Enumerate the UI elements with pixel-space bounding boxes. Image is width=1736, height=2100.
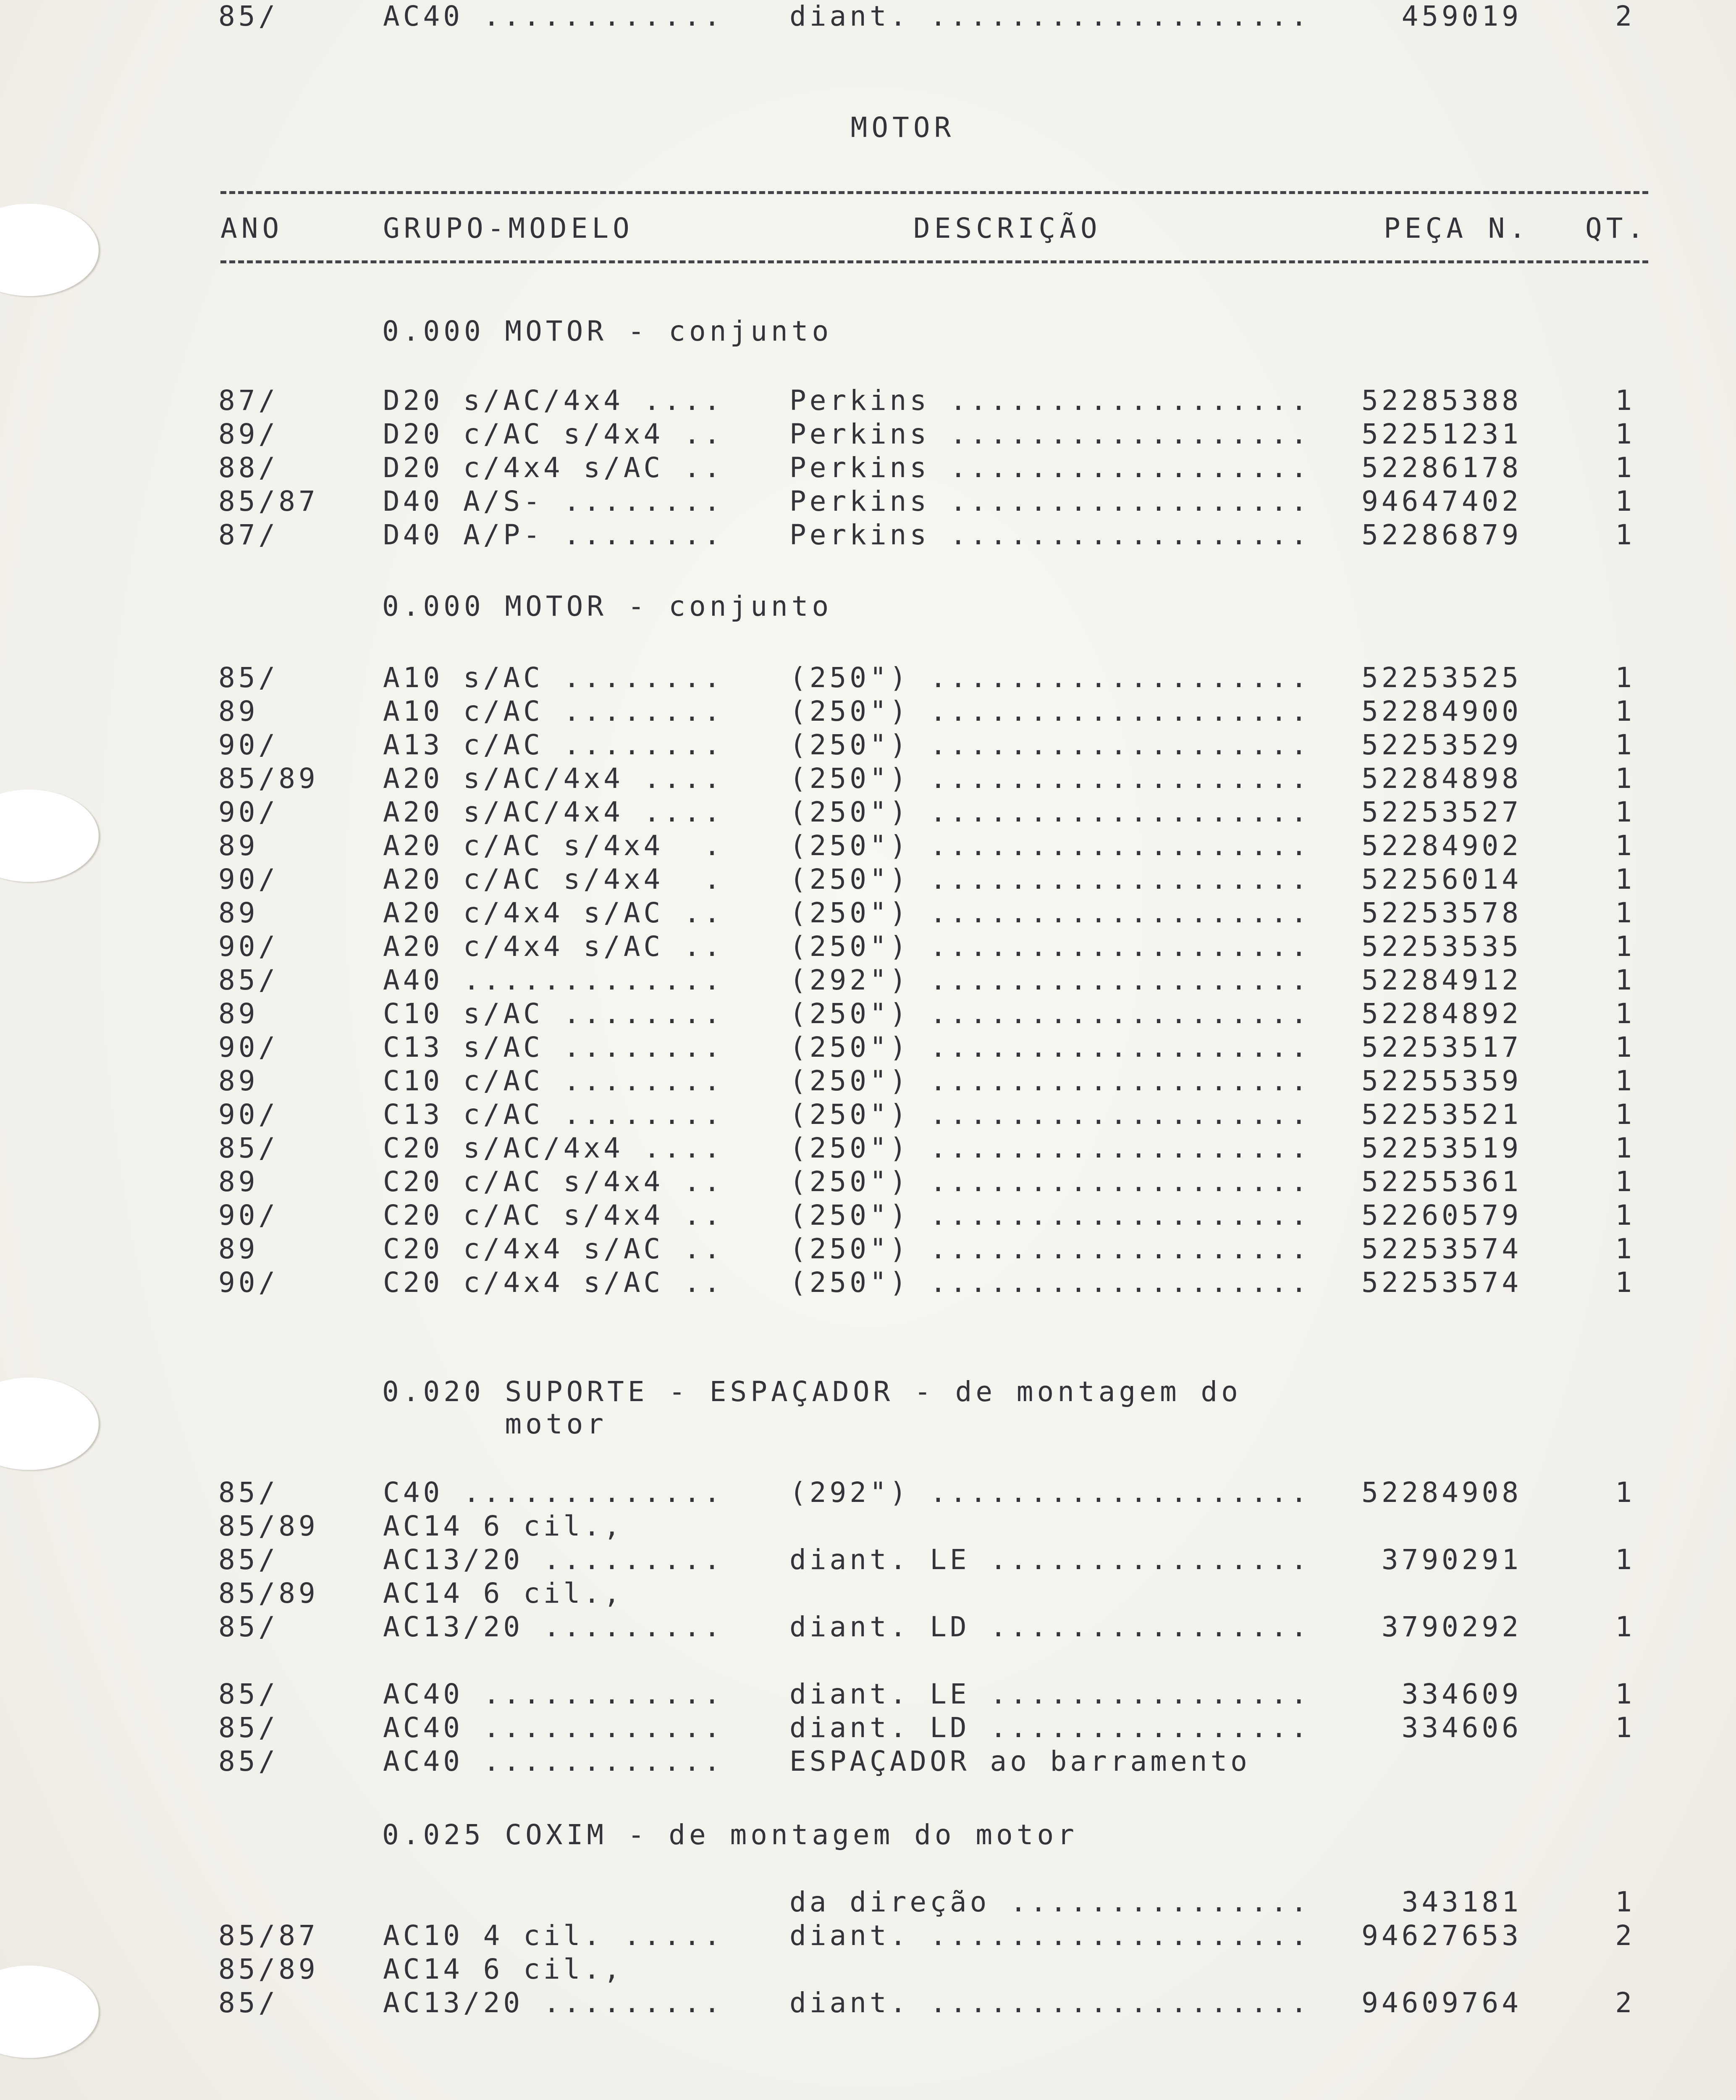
- row-ano: 90/: [218, 863, 279, 895]
- table-row: [0, 863, 1736, 897]
- row-ano: 85/87: [218, 1919, 319, 1952]
- row-descricao: (250") ...................: [789, 930, 1311, 963]
- table-row: [0, 1919, 1736, 1953]
- row-grupo-modelo: AC40 ............: [383, 1678, 724, 1710]
- row-peca: 52256014: [1361, 863, 1522, 895]
- row-peca: 52253535: [1361, 930, 1522, 963]
- row-descricao: (250") ...................: [789, 762, 1311, 795]
- table-row: [0, 998, 1736, 1031]
- table-row: [0, 1987, 1736, 2020]
- row-peca: 52255359: [1361, 1065, 1522, 1097]
- table-row: [0, 1065, 1736, 1098]
- row-grupo-modelo: AC13/20 .........: [383, 1544, 724, 1576]
- table-row: [0, 1745, 1736, 1779]
- binder-hole: [0, 204, 99, 296]
- row-peca: 94647402: [1361, 485, 1522, 517]
- row-qt: 1: [1615, 485, 1635, 517]
- row-ano: 85/87: [218, 485, 319, 517]
- row-qt: 2: [1615, 1987, 1635, 2019]
- row-peca: 52285388: [1361, 384, 1522, 417]
- row-descricao: Perkins ..................: [789, 485, 1311, 517]
- row-descricao: Perkins ..................: [789, 519, 1311, 551]
- table-row: [0, 1886, 1736, 1919]
- row-peca: 52253521: [1361, 1098, 1522, 1131]
- row-descricao: (250") ...................: [789, 897, 1311, 929]
- row-ano: 85/: [218, 1132, 279, 1164]
- row-grupo-modelo: C20 s/AC/4x4 ....: [383, 1132, 724, 1164]
- row-ano: 90/: [218, 1199, 279, 1231]
- row-qt: 1: [1615, 1233, 1635, 1265]
- row-ano: 85/89: [218, 1953, 319, 1985]
- row-qt: 1: [1615, 1544, 1635, 1576]
- row-qt: 1: [1615, 1886, 1635, 1918]
- row-grupo-modelo: D20 s/AC/4x4 ....: [383, 384, 724, 417]
- row-qt: 1: [1615, 1166, 1635, 1198]
- row-grupo-modelo: C20 c/AC s/4x4 ..: [383, 1199, 724, 1231]
- row-ano: 89: [218, 998, 259, 1030]
- row-ano: 89/: [218, 418, 279, 450]
- row-qt: 1: [1615, 1266, 1635, 1299]
- header-rule-top: [220, 191, 1648, 194]
- row-grupo-modelo: AC10 4 cil. .....: [383, 1919, 724, 1952]
- row-ano: 85/: [218, 1544, 279, 1576]
- row-ano: 85/: [218, 1476, 279, 1509]
- row-peca: 52284902: [1361, 830, 1522, 862]
- row-grupo-modelo: AC13/20 .........: [383, 1611, 724, 1643]
- table-row: [0, 1678, 1736, 1712]
- table-row: [0, 1132, 1736, 1166]
- row-descricao: (250") ...................: [789, 1065, 1311, 1097]
- row-descricao: Perkins ..................: [789, 384, 1311, 417]
- row-grupo-modelo: A20 c/AC s/4x4 .: [383, 830, 724, 862]
- row-ano: 89: [218, 1065, 259, 1097]
- row-descricao: (250") ...................: [789, 729, 1311, 761]
- row-peca: 52253574: [1361, 1233, 1522, 1265]
- row-qt: 1: [1615, 1098, 1635, 1131]
- row-peca: 3790291: [1381, 1544, 1522, 1576]
- table-row: [0, 729, 1736, 762]
- table-row: [0, 1510, 1736, 1544]
- row-ano: 85/89: [218, 1510, 319, 1542]
- row-qt: 1: [1615, 1476, 1635, 1509]
- row-descricao: Perkins ..................: [789, 418, 1311, 450]
- row-qt: 1: [1615, 418, 1635, 450]
- row-descricao: (250") ...................: [789, 863, 1311, 895]
- row-peca: 52253517: [1361, 1031, 1522, 1063]
- row-grupo-modelo: A20 c/AC s/4x4 .: [383, 863, 724, 895]
- row-ano: 85/: [218, 0, 279, 32]
- row-descricao: (250") ...................: [789, 695, 1311, 727]
- row-descricao: diant. LD ................: [789, 1611, 1311, 1643]
- row-grupo-modelo: C20 c/4x4 s/AC ..: [383, 1233, 724, 1265]
- row-qt: 1: [1615, 729, 1635, 761]
- row-grupo-modelo: C20 c/4x4 s/AC ..: [383, 1266, 724, 1299]
- row-grupo-modelo: AC14 6 cil.,: [383, 1577, 624, 1609]
- row-grupo-modelo: A10 c/AC ........: [383, 695, 724, 727]
- row-grupo-modelo: A20 s/AC/4x4 ....: [383, 796, 724, 828]
- row-peca: 52253574: [1361, 1266, 1522, 1299]
- row-descricao: (250") ...................: [789, 1233, 1311, 1265]
- row-peca: 52260579: [1361, 1199, 1522, 1231]
- row-grupo-modelo: A10 s/AC ........: [383, 662, 724, 694]
- table-row: [0, 1577, 1736, 1611]
- table-row: [0, 1712, 1736, 1745]
- row-peca: 3790292: [1381, 1611, 1522, 1643]
- row-descricao: (250") ...................: [789, 1098, 1311, 1131]
- row-qt: 1: [1615, 1678, 1635, 1710]
- row-ano: 90/: [218, 729, 279, 761]
- row-grupo-modelo: D40 A/P- ........: [383, 519, 724, 551]
- table-row: [0, 1031, 1736, 1065]
- row-grupo-modelo: AC40 ............: [383, 1712, 724, 1744]
- row-qt: 2: [1615, 0, 1635, 32]
- row-peca: 343181: [1401, 1886, 1522, 1918]
- row-ano: 85/: [218, 1745, 279, 1777]
- row-ano: 88/: [218, 452, 279, 484]
- header-rule-bottom: [220, 260, 1648, 263]
- row-ano: 90/: [218, 1098, 279, 1131]
- table-row: [0, 1544, 1736, 1577]
- row-peca: 52253525: [1361, 662, 1522, 694]
- row-qt: 1: [1615, 1712, 1635, 1744]
- row-descricao: (250") ...................: [789, 662, 1311, 694]
- row-descricao: (250") ...................: [789, 1266, 1311, 1299]
- row-descricao: (292") ...................: [789, 1476, 1311, 1509]
- row-grupo-modelo: D20 c/4x4 s/AC ..: [383, 452, 724, 484]
- row-qt: 1: [1615, 1065, 1635, 1097]
- table-row: [0, 796, 1736, 830]
- row-grupo-modelo: C13 c/AC ........: [383, 1098, 724, 1131]
- table-row: [0, 695, 1736, 729]
- row-descricao: (250") ...................: [789, 1132, 1311, 1164]
- row-descricao: ESPAÇADOR ao barramento: [789, 1745, 1251, 1777]
- row-descricao: diant. ...................: [789, 0, 1311, 32]
- row-qt: 1: [1615, 662, 1635, 694]
- table-row: [0, 485, 1736, 519]
- row-ano: 85/: [218, 1987, 279, 2019]
- row-peca: 334606: [1401, 1712, 1522, 1744]
- row-grupo-modelo: C20 c/AC s/4x4 ..: [383, 1166, 724, 1198]
- row-ano: 89: [218, 695, 259, 727]
- row-qt: 1: [1615, 964, 1635, 996]
- row-descricao: (250") ...................: [789, 1199, 1311, 1231]
- row-ano: 85/: [218, 662, 279, 694]
- table-row: [0, 662, 1736, 695]
- row-ano: 87/: [218, 519, 279, 551]
- row-qt: 1: [1615, 519, 1635, 551]
- row-ano: 90/: [218, 1266, 279, 1299]
- table-row: [0, 897, 1736, 930]
- row-grupo-modelo: A13 c/AC ........: [383, 729, 724, 761]
- row-grupo-modelo: A40 .............: [383, 964, 724, 996]
- table-row: [0, 452, 1736, 485]
- header-descricao: DESCRIÇÃO: [913, 212, 1101, 244]
- row-grupo-modelo: A20 s/AC/4x4 ....: [383, 762, 724, 795]
- table-row: [0, 1233, 1736, 1266]
- row-ano: 90/: [218, 1031, 279, 1063]
- header-grupo-modelo: GRUPO-MODELO: [383, 212, 634, 244]
- row-peca: 52253527: [1361, 796, 1522, 828]
- row-grupo-modelo: D20 c/AC s/4x4 ..: [383, 418, 724, 450]
- row-qt: 1: [1615, 452, 1635, 484]
- table-row: [0, 762, 1736, 796]
- row-peca: 52286178: [1361, 452, 1522, 484]
- table-row: [0, 964, 1736, 998]
- row-grupo-modelo: C10 c/AC ........: [383, 1065, 724, 1097]
- row-descricao: diant. ...................: [789, 1987, 1311, 2019]
- row-descricao: diant. LE ................: [789, 1544, 1311, 1576]
- row-peca: 94627653: [1361, 1919, 1522, 1952]
- row-qt: 1: [1615, 1199, 1635, 1231]
- row-qt: 1: [1615, 1611, 1635, 1643]
- row-ano: 87/: [218, 384, 279, 417]
- row-ano: 85/: [218, 1712, 279, 1744]
- table-row: [0, 384, 1736, 418]
- row-grupo-modelo: D40 A/S- ........: [383, 485, 724, 517]
- row-peca: 334609: [1401, 1678, 1522, 1710]
- header-ano: ANO: [220, 212, 283, 244]
- row-descricao: Perkins ..................: [789, 452, 1311, 484]
- row-qt: 1: [1615, 830, 1635, 862]
- row-grupo-modelo: AC40 ............: [383, 0, 724, 32]
- table-row: [0, 1166, 1736, 1199]
- row-qt: 1: [1615, 998, 1635, 1030]
- row-peca: 52286879: [1361, 519, 1522, 551]
- row-descricao: (250") ...................: [789, 796, 1311, 828]
- table-row: [0, 1476, 1736, 1510]
- row-peca: 94609764: [1361, 1987, 1522, 2019]
- row-qt: 1: [1615, 863, 1635, 895]
- row-grupo-modelo: C40 .............: [383, 1476, 724, 1509]
- binder-hole: [0, 1378, 99, 1470]
- row-descricao: diant. LE ................: [789, 1678, 1311, 1710]
- row-ano: 89: [218, 1233, 259, 1265]
- table-row: [0, 1098, 1736, 1132]
- row-grupo-modelo: C10 s/AC ........: [383, 998, 724, 1030]
- table-row: [0, 1611, 1736, 1644]
- row-qt: 1: [1615, 897, 1635, 929]
- row-peca: 459019: [1401, 0, 1522, 32]
- row-qt: 2: [1615, 1919, 1635, 1952]
- row-ano: 85/: [218, 1678, 279, 1710]
- row-peca: 52284900: [1361, 695, 1522, 727]
- row-ano: 85/: [218, 964, 279, 996]
- row-peca: 52251231: [1361, 418, 1522, 450]
- row-peca: 52284912: [1361, 964, 1522, 996]
- row-peca: 52284908: [1361, 1476, 1522, 1509]
- row-descricao: da direção ...............: [789, 1886, 1311, 1918]
- table-row: [0, 519, 1736, 552]
- row-descricao: diant. ...................: [789, 1919, 1311, 1952]
- row-grupo-modelo: AC14 6 cil.,: [383, 1510, 624, 1542]
- row-peca: 52284892: [1361, 998, 1522, 1030]
- table-row: [0, 1266, 1736, 1300]
- row-qt: 1: [1615, 695, 1635, 727]
- row-ano: 89: [218, 830, 259, 862]
- table-row: [0, 1953, 1736, 1987]
- row-qt: 1: [1615, 1031, 1635, 1063]
- row-descricao: (250") ...................: [789, 1031, 1311, 1063]
- row-grupo-modelo: A20 c/4x4 s/AC ..: [383, 930, 724, 963]
- row-peca: 52253519: [1361, 1132, 1522, 1164]
- table-row: [0, 830, 1736, 863]
- row-ano: 85/: [218, 1611, 279, 1643]
- row-qt: 1: [1615, 384, 1635, 417]
- row-qt: 1: [1615, 1132, 1635, 1164]
- row-peca: 52253578: [1361, 897, 1522, 929]
- section-title: 0.000 MOTOR - conjunto: [382, 315, 833, 347]
- section-title: 0.020 SUPORTE - ESPAÇADOR - de montagem do motor: [382, 1376, 1242, 1440]
- table-row: [0, 0, 1736, 34]
- row-descricao: (250") ...................: [789, 1166, 1311, 1198]
- section-title: 0.000 MOTOR - conjunto: [382, 590, 833, 622]
- row-peca: 52284898: [1361, 762, 1522, 795]
- header-qt: QT.: [1585, 212, 1648, 244]
- row-descricao: (250") ...................: [789, 998, 1311, 1030]
- row-qt: 1: [1615, 796, 1635, 828]
- row-qt: 1: [1615, 762, 1635, 795]
- row-descricao: (292") ...................: [789, 964, 1311, 996]
- page-title: MOTOR: [850, 111, 955, 144]
- row-descricao: diant. LD ................: [789, 1712, 1311, 1744]
- row-ano: 85/89: [218, 762, 319, 795]
- row-grupo-modelo: AC13/20 .........: [383, 1987, 724, 2019]
- row-grupo-modelo: A20 c/4x4 s/AC ..: [383, 897, 724, 929]
- table-row: [0, 930, 1736, 964]
- row-descricao: (250") ...................: [789, 830, 1311, 862]
- row-grupo-modelo: AC40 ............: [383, 1745, 724, 1777]
- row-qt: 1: [1615, 930, 1635, 963]
- row-grupo-modelo: C13 s/AC ........: [383, 1031, 724, 1063]
- row-peca: 52255361: [1361, 1166, 1522, 1198]
- section-title: 0.025 COXIM - de montagem do motor: [382, 1819, 1078, 1851]
- header-peca: PEÇA N.: [1384, 212, 1530, 244]
- row-peca: 52253529: [1361, 729, 1522, 761]
- table-row: [0, 418, 1736, 452]
- row-ano: 90/: [218, 930, 279, 963]
- table-row: [0, 1199, 1736, 1233]
- row-ano: 89: [218, 1166, 259, 1198]
- row-ano: 89: [218, 897, 259, 929]
- row-ano: 85/89: [218, 1577, 319, 1609]
- row-ano: 90/: [218, 796, 279, 828]
- row-grupo-modelo: AC14 6 cil.,: [383, 1953, 624, 1985]
